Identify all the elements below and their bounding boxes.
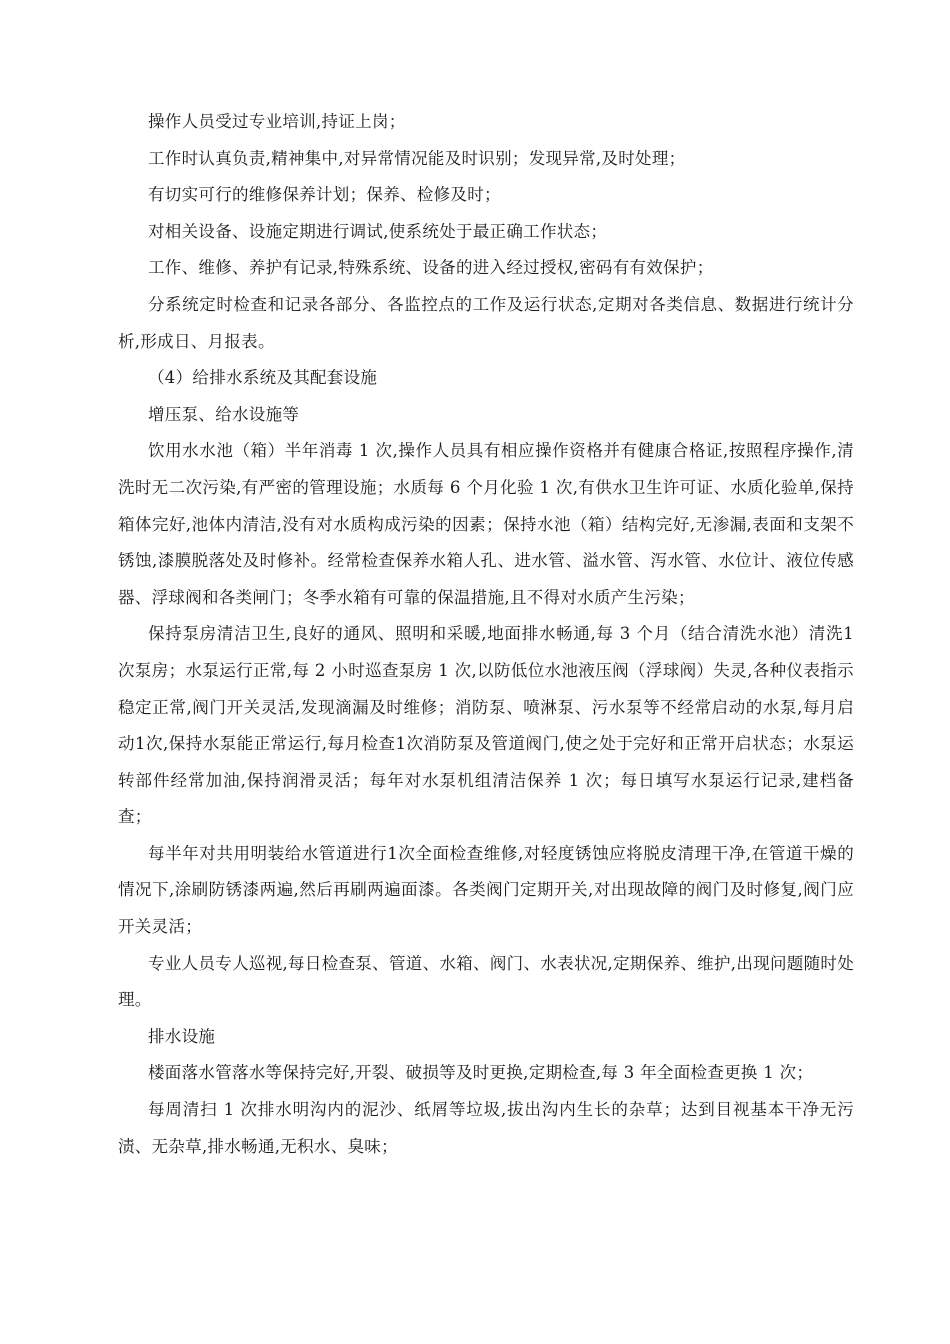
- paragraph-downpipe: 楼面落水管落水等保持完好,开裂、破损等及时更换,定期检查,每 3 年全面检查更换 1 次；: [148, 1063, 814, 1083]
- paragraph-pipe-maintenance: 每半年对共用明装给水管道进行1次全面检查维修,对轻度锈蚀应将脱皮清理干净,在管道干燥的情况下,涂刷防锈漆两遍,然后再刷两遍面漆。各类阀门定期开关,对出现故障的阀门及时修复,阀门应开关灵活；: [118, 843, 854, 937]
- paragraph-records-authorization: 工作、维修、养护有记录,特殊系统、设备的进入经过授权,密码有有效保护；: [148, 258, 714, 278]
- subheading-booster-pump: 增压泵、给水设施等: [148, 404, 300, 424]
- section-heading-water-system: （4）给排水系统及其配套设施: [148, 368, 378, 388]
- paragraph-maintenance-plan: 有切实可行的维修保养计划；保养、检修及时；: [148, 185, 501, 205]
- paragraph-equipment-debugging: 对相关设备、设施定期进行调试,使系统处于最正确工作状态；: [148, 221, 608, 241]
- paragraph-work-attitude: 工作时认真负责,精神集中,对异常情况能及时识别；发现异常,及时处理；: [148, 148, 686, 168]
- paragraph-subsystem-inspection: 分系统定时检查和记录各部分、各监控点的工作及运行状态,定期对各类信息、数据进行统计分析,形成日、月报表。: [118, 294, 854, 351]
- paragraph-pump-room: 保持泵房清洁卫生,良好的通风、照明和采暖,地面排水畅通,每 3 个月（结合清洗水池）清洗1 次泵房；水泵运行正常,每 2 小时巡查泵房 1 次,以防低位水池液压阀（浮球阀）失灵,各种仪表指示稳定正常,阀门开关灵活,发现滴漏及时维修；消防泵、喷淋泵、污水泵等不经常启动的水泵,每月启动1次,保持水泵能正常运行,每月检查1次消防泵及管道阀门,使之处于完好和正常开启状态；水泵运转部件经常加油,保持润滑灵活；每年对水泵机组清洁保养 1 次；每日填写水泵运行记录,建档备查；: [118, 624, 854, 827]
- paragraph-patrol-inspection: 专业人员专人巡视,每日检查泵、管道、水箱、阀门、水表状况,定期保养、维护,出现问题随时处理。: [118, 953, 854, 1010]
- paragraph-operator-training: 操作人员受过专业培训,持证上岗；: [148, 112, 406, 131]
- subheading-drainage: 排水设施: [148, 1026, 216, 1046]
- paragraph-ditch-cleaning: 每周清扫 1 次排水明沟内的泥沙、纸屑等垃圾,拔出沟内生长的杂草；达到目视基本干净无污渍、无杂草,排水畅通,无积水、臭味；: [118, 1100, 854, 1156]
- document-page: [118, 104, 854, 1165]
- paragraph-drinking-water-tank: 饮用水水池（箱）半年消毒 1 次,操作人员具有相应操作资格并有健康合格证,按照程序操作,清洗时无二次污染,有严密的管理设施；水质每 6 个月化验 1 次,有供水卫生许可证、水质化验单,保持箱体完好,池体内清洁,没有对水质构成污染的因素；保持水池（箱）结构完好,无渗漏,表面和支架不锈蚀,漆膜脱落处及时修补。经常检查保养水箱人孔、进水管、溢水管、泻水管、水位计、液位传感器、浮球阀和各类闸门；冬季水箱有可靠的保温措施,且不得对水质产生污染；: [118, 441, 854, 607]
